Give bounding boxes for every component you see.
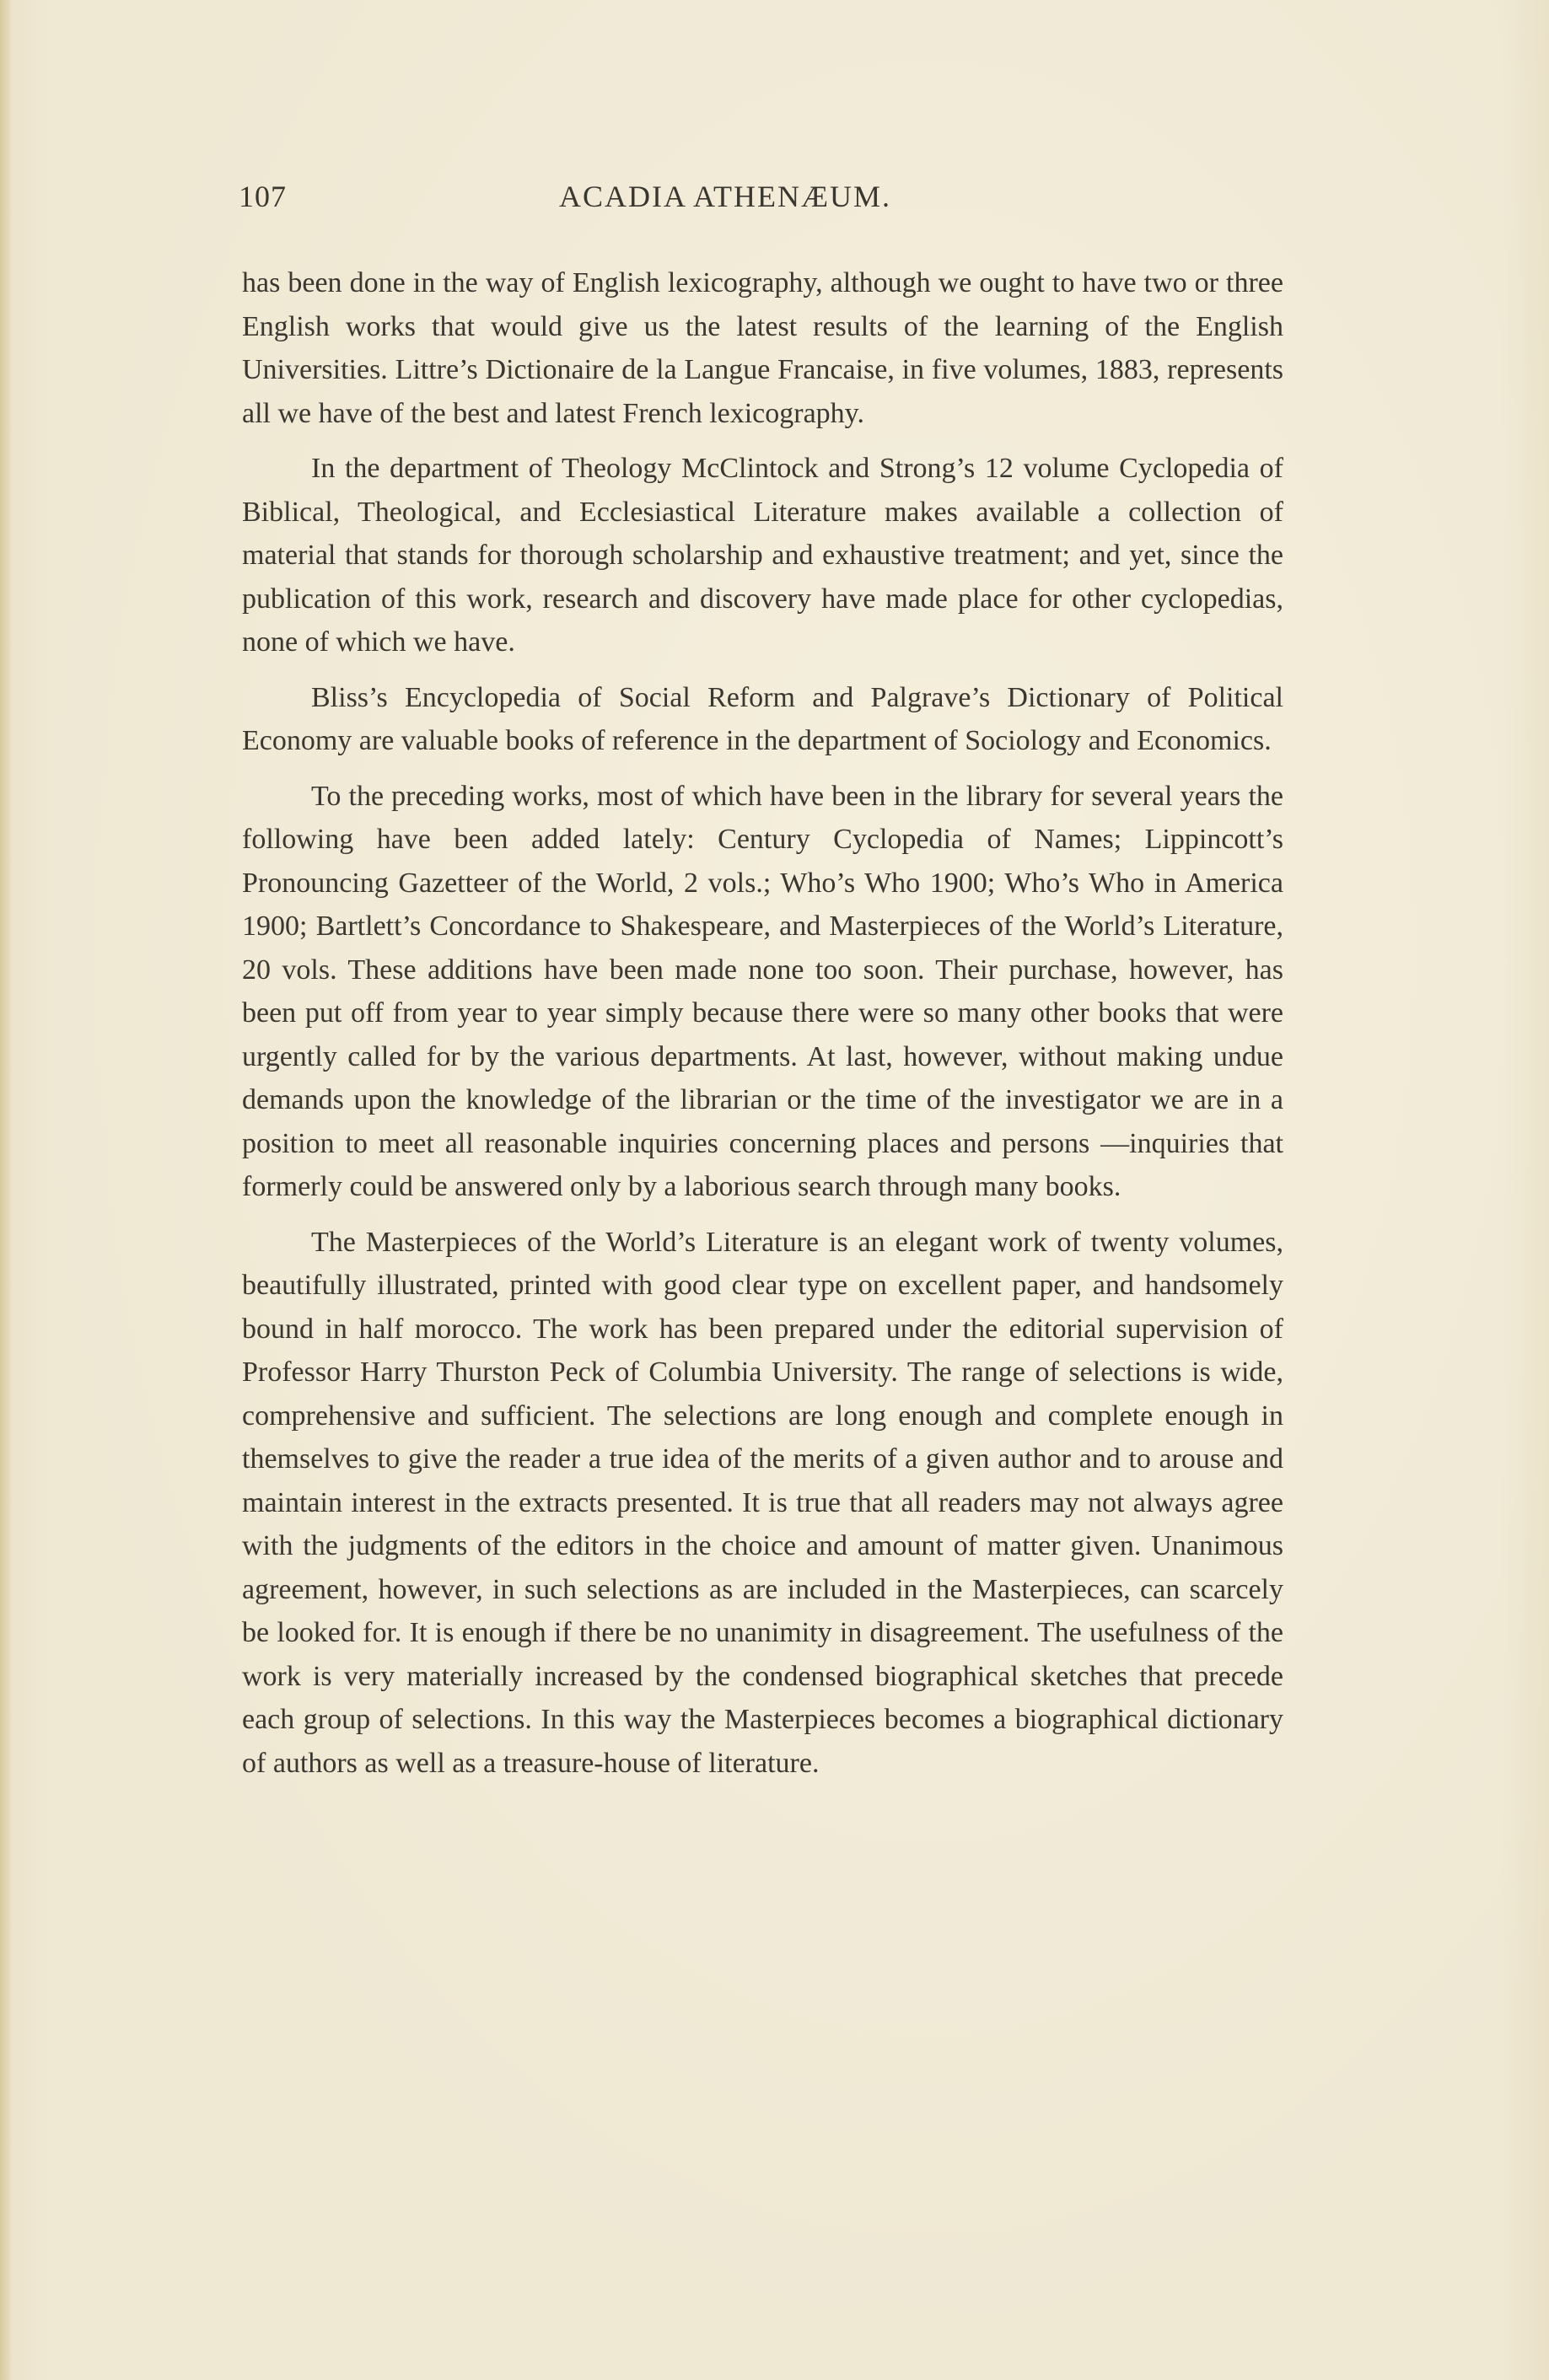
running-head: [239, 179, 1310, 229]
page-number: 107: [239, 180, 287, 213]
paragraph-lexicography: has been done in the way of English lexicography, although we ought to have two or three English works that would give us the latest results of the learning of the English Universities. Littre’s Dictionaire de la Langue Francaise, in five volumes, 1883, represents all we have of the best and latest French lexicography.: [242, 267, 1283, 429]
paragraph-recent-additions: To the preceding works, most of which have been in the library for several years the following have been added lately: Century Cyclopedia of Names; Lippincott’s Pronouncing Gazetteer of the World, 2 vols.; Who’s Who 1900; Who’s Who in America 1900; Bartlett’s Concordance to Shakespeare, and Masterpieces of the World’s Literature, 20 vols. These additions have been made none too soon. Their purchase, however, has been put off from year to year simply because there were so many other books that were urgently called for by the various departments. At last, however, without making undue demands upon the knowledge of the librarian or the time of the investigator we are in a position to meet all reasonable inquiries concerning places and persons —inquiries that formerly could be answered only by a laborious search through many books.: [242, 780, 1283, 1202]
paragraph-theology: In the department of Theology McClintock and Strong’s 12 volume Cyclopedia of Biblical, Theological, and Ecclesiastical Literature makes available a collection of material that stands for thorough scholarship and exhaustive treatment; and yet, since the publication of this work, research and discovery have made place for other cyclopedias, none of which we have.: [242, 453, 1283, 658]
page-edge-stain: [0, 0, 12, 2380]
body-text: [242, 261, 1283, 1797]
paragraph-sociology: Bliss’s Encyclopedia of Social Reform and Palgrave’s Dictionary of Political Economy are valuable books of reference in the department of Sociology and Economics.: [242, 681, 1283, 756]
paragraph-masterpieces: The Masterpieces of the World’s Literature is an elegant work of twenty volumes, beautifully illustrated, printed with good clear type on excellent paper, and handsomely bound in half morocco. The work has been prepared under the editorial supervision of Professor Harry Thurston Peck of Columbia University. The range of selections is wide, comprehensive and sufficient. The selections are long enough and complete enough in themselves to give the reader a true idea of the merits of a given author and to arouse and maintain interest in the extracts presented. It is true that all readers may not always agree with the judgments of the editors in the choice and amount of matter given. Unanimous agreement, however, in such selections as are included in the Masterpieces, can scarcely be looked for. It is enough if there be no unanimity in disagreement. The usefulness of the work is very materially increased by the condensed biographical sketches that precede each group of selections. In this way the Masterpieces becomes a biographical dictionary of authors as well as a treasure-house of literature.: [242, 1226, 1283, 1779]
journal-title: ACADIA ATHENÆUM.: [559, 180, 892, 213]
